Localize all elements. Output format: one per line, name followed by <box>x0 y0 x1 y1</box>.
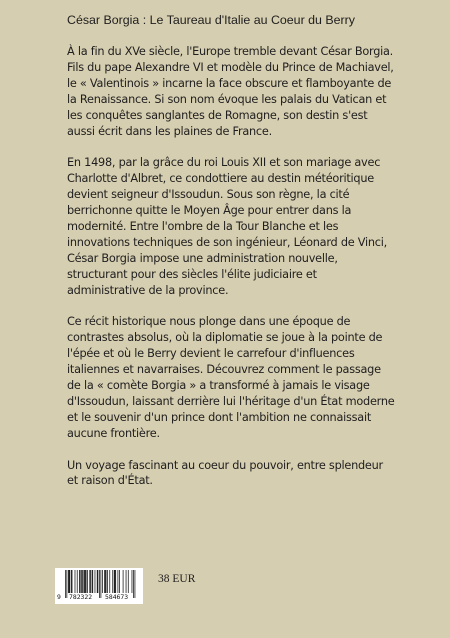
barcode-bar <box>80 570 81 593</box>
barcode-bar <box>79 570 80 593</box>
barcode-bar <box>71 570 72 593</box>
barcode-bar <box>118 570 119 593</box>
blurb <box>67 44 397 505</box>
barcode-bar <box>65 570 66 598</box>
barcode-digits-left: 782322 <box>69 593 93 601</box>
barcode-bar <box>85 570 86 593</box>
barcode-bar <box>123 570 124 593</box>
blurb-paragraph-1: À la fin du XVe siècle, l'Europe tremble devant César Borgia. Fils du pape Alexandre VI et modèle du Prince de Machiavel, le « Valentinois » incarne la face obscure et flamboyante de la Renaissance. Si son nom évoque les palais du Vatican et les conquêtes sanglantes de Romagne, son destin s'est aussi écrit dans les plaines de France. <box>67 45 394 138</box>
barcode-bar <box>87 570 88 593</box>
barcode-bar <box>81 570 82 593</box>
barcode-bar <box>102 570 103 593</box>
barcode-bar <box>77 570 78 593</box>
barcode-bar <box>132 570 133 593</box>
barcode-bar <box>133 570 134 598</box>
barcode-bar <box>89 570 90 593</box>
barcode-bar <box>82 570 83 593</box>
barcode-bar <box>90 570 91 593</box>
barcode-bar <box>104 570 105 593</box>
barcode-bar <box>68 570 69 593</box>
blurb-paragraph-2: En 1498, par la grâce du roi Louis XII et son mariage avec Charlotte d'Albret, ce condottiere au destin météoritique devient seigneur d'Issoudun. Sous son règne, la cité berrichonne quitte le Moyen Âge pour entrer dans la modernité. Entre l'ombre de la Tour Blanche et les innovations techniques de son ingénieur, Léonard de Vinci, César Borgia impose une administration nouvelle, structurant pour des siècles l'élite judiciaire et administrative de la province. <box>67 156 387 297</box>
barcode-digits-right: 584673 <box>105 593 129 601</box>
barcode-bar <box>107 570 108 593</box>
barcode-bar <box>69 570 70 593</box>
barcode-bar <box>115 570 116 593</box>
barcode-bar <box>86 570 87 593</box>
barcode-bar <box>84 570 85 593</box>
barcode-bar <box>101 570 102 598</box>
barcode-bar <box>126 570 127 593</box>
barcode-bar <box>99 570 100 598</box>
blurb-paragraph-4: Un voyage fascinant au coeur du pouvoir, entre splendeur et raison d'État. <box>67 458 383 488</box>
barcode-bar <box>75 570 76 593</box>
barcode-bar <box>128 570 129 593</box>
barcode-bar <box>84 570 85 593</box>
barcode-bar <box>92 570 93 593</box>
isbn-barcode <box>55 568 143 604</box>
barcode-bar <box>109 570 110 593</box>
barcode-digit-first: 9 <box>57 593 61 601</box>
barcode-bar <box>95 570 96 593</box>
barcode-bar <box>135 570 136 598</box>
book-title: César Borgia : Le Taureau d'Italie au Coeur du Berry <box>67 13 355 27</box>
barcode-bar <box>105 570 106 593</box>
blurb-paragraph-3: Ce récit historique nous plonge dans une époque de contrastes absolus, où la diplomatie se joue à la pointe de l'épée et où le Berry devient le carrefour d'influences italiennes et navarraises. Découvrez comment le passage de la « comète Borgia » a transformé à jamais le visage d'Issoudun, laissant derrière lui l'héritage d'un État moderne et le souvenir d'un prince dont l'ambition ne connaissait aucune frontière. <box>67 315 395 440</box>
barcode-bar <box>114 570 115 593</box>
barcode-bar <box>112 570 113 593</box>
barcode-bar <box>119 570 120 593</box>
barcode-bar <box>92 570 93 593</box>
barcode-bar <box>115 570 116 593</box>
barcode-bar <box>66 570 67 598</box>
barcode-bar <box>72 570 73 593</box>
price-label: 38 EUR <box>158 573 196 585</box>
barcode-bar <box>97 570 98 593</box>
barcode-bar <box>69 570 70 593</box>
barcode-bar <box>98 570 99 593</box>
barcode-bar <box>106 570 107 593</box>
